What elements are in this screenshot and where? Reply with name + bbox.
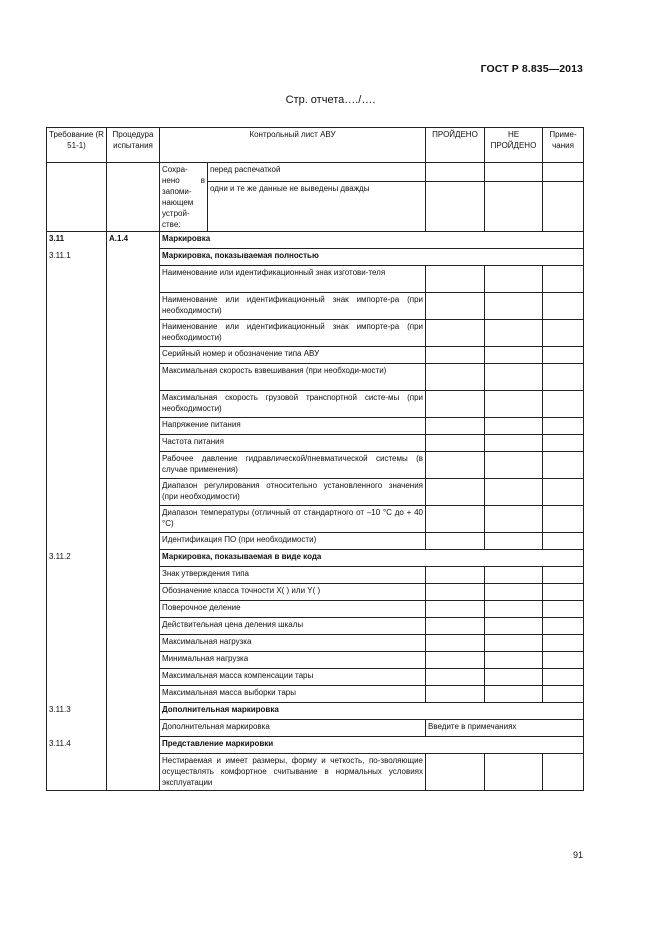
checklist-table <box>46 127 584 791</box>
section-row <box>47 232 584 249</box>
group3-req: 3.11.3 <box>47 703 107 737</box>
list-item: Частота питания <box>160 435 426 452</box>
list-item: Знак утверждения типа <box>160 567 426 584</box>
group-row <box>47 737 584 754</box>
list-item: Максимальная масса компенсации тары <box>160 669 426 686</box>
list-item: Обозначение класса точности X( ) или Y( ) <box>160 584 426 601</box>
col-notes: Приме-чания <box>543 128 584 163</box>
list-item: Минимальная нагрузка <box>160 652 426 669</box>
group-row <box>47 249 584 266</box>
group2-title: Маркировка, показываемая в виде кода <box>160 550 584 567</box>
list-item: Максимальная скорость взвешивания (при необходи-мости) <box>160 364 426 391</box>
list-item: Действительная цена деления шкалы <box>160 618 426 635</box>
group4-title: Представление маркировки <box>160 737 584 754</box>
list-item: Максимальная масса выборки тары <box>160 686 426 703</box>
section-proc: А.1.4 <box>107 232 160 249</box>
list-item: Максимальная скорость грузовой транспортной систе-мы (при необходимости) <box>160 391 426 418</box>
group3-note: Введите в примечаниях <box>426 720 584 737</box>
page-number: 91 <box>572 850 583 860</box>
storage-option-2: одни и те же данные не выведены дважды <box>208 181 426 231</box>
col-failed: НЕ ПРОЙДЕНО <box>485 128 543 163</box>
group4-req: 3.11.4 <box>47 737 107 791</box>
list-item: Серийный номер и обозначение типа АВУ <box>160 347 426 364</box>
group1-title: Маркировка, показываемая полностью <box>160 249 584 266</box>
group-row <box>47 703 584 720</box>
list-item: Диапазон температуры (отличный от стандартного от –10 °С до + 40 °С) <box>160 506 426 533</box>
list-item: Идентификация ПО (при необходимости) <box>160 533 426 550</box>
col-checklist: Контрольный лист АВУ <box>160 128 426 163</box>
table-row <box>47 163 584 182</box>
list-item: Наименование или идентификационный знак импорте-ра (при необходимости) <box>160 293 426 320</box>
list-item: Рабочее давление гидравлической/пневматической системы (в случае применения) <box>160 452 426 479</box>
section-req: 3.11 <box>47 232 107 249</box>
section-title: Маркировка <box>160 232 584 249</box>
col-passed: ПРОЙДЕНО <box>426 128 485 163</box>
report-page-label: Стр. отчета…./…. <box>285 94 376 106</box>
list-item: Нестираемая и имеет размеры, форму и четкость, по-зволяющие осуществлять комфортное считывание в нормальных условиях эксплуатации <box>160 754 426 791</box>
table-header-row <box>47 128 584 163</box>
list-item: Поверочное деление <box>160 601 426 618</box>
list-item: Диапазон регулирования относительно установленного значения (при необходимости) <box>160 479 426 506</box>
group2-req: 3.11.2 <box>47 550 107 703</box>
group3-title: Дополнительная маркировка <box>160 703 584 720</box>
list-item: Наименование или идентификационный знак изготови-теля <box>160 266 426 293</box>
storage-option-1: перед распечаткой <box>208 163 426 182</box>
col-requirement: Требование (R 51-1) <box>47 128 107 163</box>
list-item: Дополнительная маркировка <box>160 720 426 737</box>
list-item: Максимальная нагрузка <box>160 635 426 652</box>
list-item: Наименование или идентификационный знак импорте-ра (при необходимости) <box>160 320 426 347</box>
col-procedure: Процедура испытания <box>107 128 160 163</box>
storage-label: Сохра-нено в запоми-нающем устрой-стве: <box>160 163 208 232</box>
group-row <box>47 550 584 567</box>
list-item: Напряжение питания <box>160 418 426 435</box>
group1-req: 3.11.1 <box>47 249 107 550</box>
standard-code: ГОСТ Р 8.835—2013 <box>480 63 583 75</box>
